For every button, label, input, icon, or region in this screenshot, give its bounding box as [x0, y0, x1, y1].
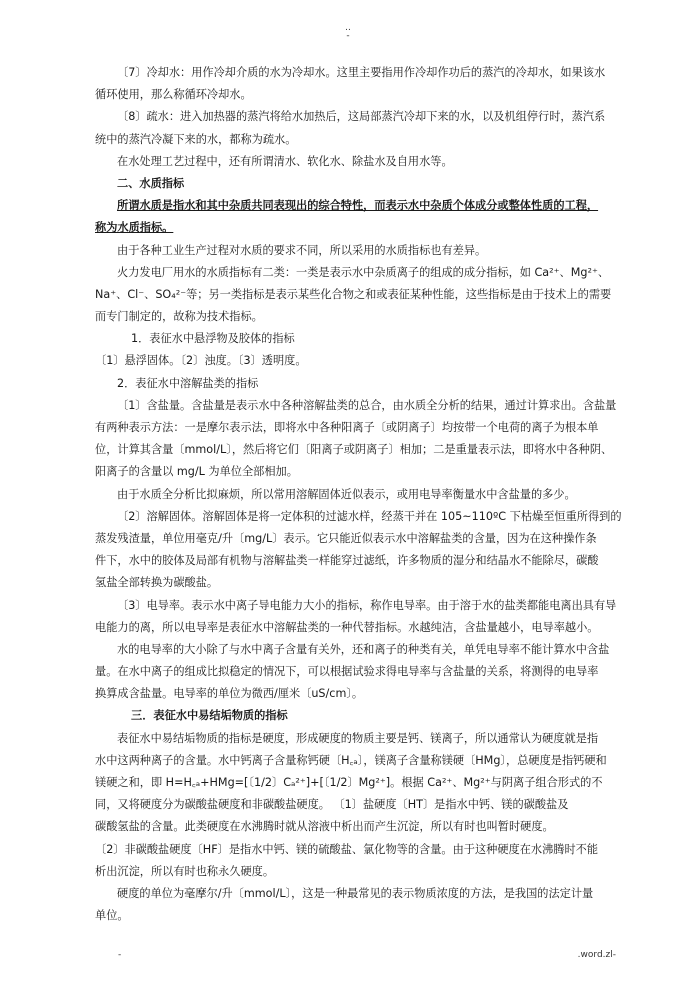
text-line: Na⁺、Cl⁻、SO₄²⁻等；另一类指标是表示某些化合物之和或表征某种性能，这些指标是由于技术上的需要 — [95, 287, 612, 301]
text-line: 〔3〕电导率。表示水中离子导电能力大小的指标，称作电导率。由于溶于水的盐类都能电离出具有导 — [117, 598, 617, 612]
text-line: 在水处理工艺过程中，还有所谓清水、软化水、除盐水及自用水等。 — [117, 154, 453, 168]
text-line: 〔7〕冷却水：用作冷却介质的水为冷却水。这里主要指用作冷却作功后的蒸汽的冷却水，如果该水 — [117, 66, 606, 79]
text-line: 〔2〕非碳酸盐硬度〔HF〕是指水中钙、镁的硫酸盐、氯化物等的含量。由于这种硬度在水沸腾时不能 — [95, 842, 599, 856]
header-dash: - — [346, 31, 350, 41]
text-line: 二、水质指标 — [117, 176, 185, 190]
text-line: 氢盐全部转换为碳酸盐。 — [95, 576, 219, 590]
text-line: 阳离子的含量以 mg/L 为单位全部相加。 — [95, 465, 298, 479]
document-body — [95, 62, 643, 927]
text-line: 所谓水质是指水和其中杂质共同表现出的综合特性，而表示水中杂质个体成分或整体性质的工程， — [117, 199, 599, 213]
text-line: 单位。 — [95, 909, 129, 923]
text-line: 〔1〕悬浮固体。〔2〕浊度。〔3〕透明度。 — [95, 354, 307, 368]
header-dots: .. — [345, 23, 351, 33]
text-line: 蒸发残渣量，单位用毫克/升〔mg/L〕表示。它只能近似表示水中溶解盐类的含量，因为在这种操作条 — [95, 531, 597, 545]
text-line: 由于各种工业生产过程对水质的要求不同，所以采用的水质指标也有差异。 — [117, 243, 487, 257]
text-line: 析出沉淀，所以有时也称永久硬度。 — [95, 864, 275, 878]
text-line: 量。在水中离子的组成比拟稳定的情况下，可以根据试验求得电导率与含盐量的关系，将测得的电导率 — [95, 665, 599, 679]
text-line: 水的电导率的大小除了与水中离子含量有关外，还和离子的种类有关，单凭电导率不能计算水中含盐 — [117, 642, 610, 656]
page-header — [0, 24, 696, 40]
footer-right-text: .word.zl- — [577, 950, 616, 960]
text-line: 镁硬之和，即 H=H꜀ₐ+HMg=[〔1/2〕Cₐ²⁺]+[〔1/2〕Mg²⁺]。根据 Ca²⁺、Mg²⁺与阴离子组合形式的不 — [95, 776, 603, 789]
text-line: 1．表征水中悬浮物及胶体的指标 — [131, 332, 295, 346]
text-line: 件下，水中的胶体及局部有机物与溶解盐类一样能穿过滤纸，许多物质的湿分和结晶水不能除尽，碳酸 — [95, 554, 599, 568]
text-line: 2．表征水中溶解盐类的指标 — [117, 376, 259, 390]
text-line: 有两种表示方法：一是摩尔表示法，即将水中各种阳离子〔或阴离子〕均按带一个电荷的离子为根本单 — [95, 421, 599, 434]
text-line: 〔1〕含盐量。含盐量是表示水中各种溶解盐类的总合，由水质全分析的结果，通过计算求出。含盐量 — [117, 398, 617, 412]
text-line: 称为水质指标。 — [95, 221, 174, 235]
text-line: 〔8〕疏水：进入加热器的蒸汽将给水加热后，这局部蒸汽冷却下来的水，以及机组停行时，蒸汽系 — [117, 110, 606, 124]
text-line: 〔2〕溶解固体。溶解固体是将一定体积的过滤水样，经蒸干并在 105~110ºC 下枯燥至恒重所得到的 — [117, 509, 622, 523]
text-line: 同，又将硬度分为碳酸盐硬度和非碳酸盐硬度。 〔1〕盐硬度〔HT〕是指水中钙、镁的碳酸盐及 — [95, 798, 569, 812]
footer-left-mark: - — [118, 950, 122, 960]
text-line: 循环使用，那么称循环冷却水。 — [95, 88, 252, 102]
text-line: 三．表征水中易结垢物质的指标 — [131, 709, 288, 723]
text-line: 由于水质全分析比拟麻烦，所以常用溶解固体近似表示，或用电导率衡量水中含盐量的多少。 — [117, 487, 576, 501]
text-line: 而专门制定的，故称为技术指标。 — [95, 310, 263, 324]
text-line: 水中这两种离子的含量。水中钙离子含量称钙硬〔H꜀ₐ〕，镁离子含量称镁硬〔HMg〕，总硬度是指钙硬和 — [95, 753, 607, 767]
text-line: 换算成含盐量。电导率的单位为微西/厘米〔uS/cm〕。 — [95, 687, 364, 701]
text-line: 电能力的离，所以电导率是表征水中溶解盐类的一种代替指标。水越纯洁，含盐量越小，电导率越小。 — [95, 620, 599, 634]
text-line: 碳酸氢盐的含量。此类硬度在水沸腾时就从溶液中析出而产生沉淀，所以有时也叫暂时硬度。 — [95, 820, 554, 834]
text-line: 统中的蒸汽冷凝下来的水，都称为疏水。 — [95, 132, 297, 146]
text-line: 位，计算其含量〔mmol/L〕，然后将它们〔阳离子或阴离子〕相加；二是重量表示法，即将水中各种阴、 — [95, 443, 613, 457]
text-line: 硬度的单位为毫摩尔/升〔mmol/L〕，这是一种最常见的表示物质浓度的方法，是我国的法定计量 — [117, 886, 594, 900]
text-line: 表征水中易结垢物质的指标是硬度，形成硬度的物质主要是钙、镁离子，所以通常认为硬度就是指 — [117, 731, 599, 745]
text-line: 火力发电厂用水的水质指标有二类：一类是表示水中杂质离子的组成的成分指标，如 Ca²⁺、Mg²⁺、 — [117, 265, 610, 279]
